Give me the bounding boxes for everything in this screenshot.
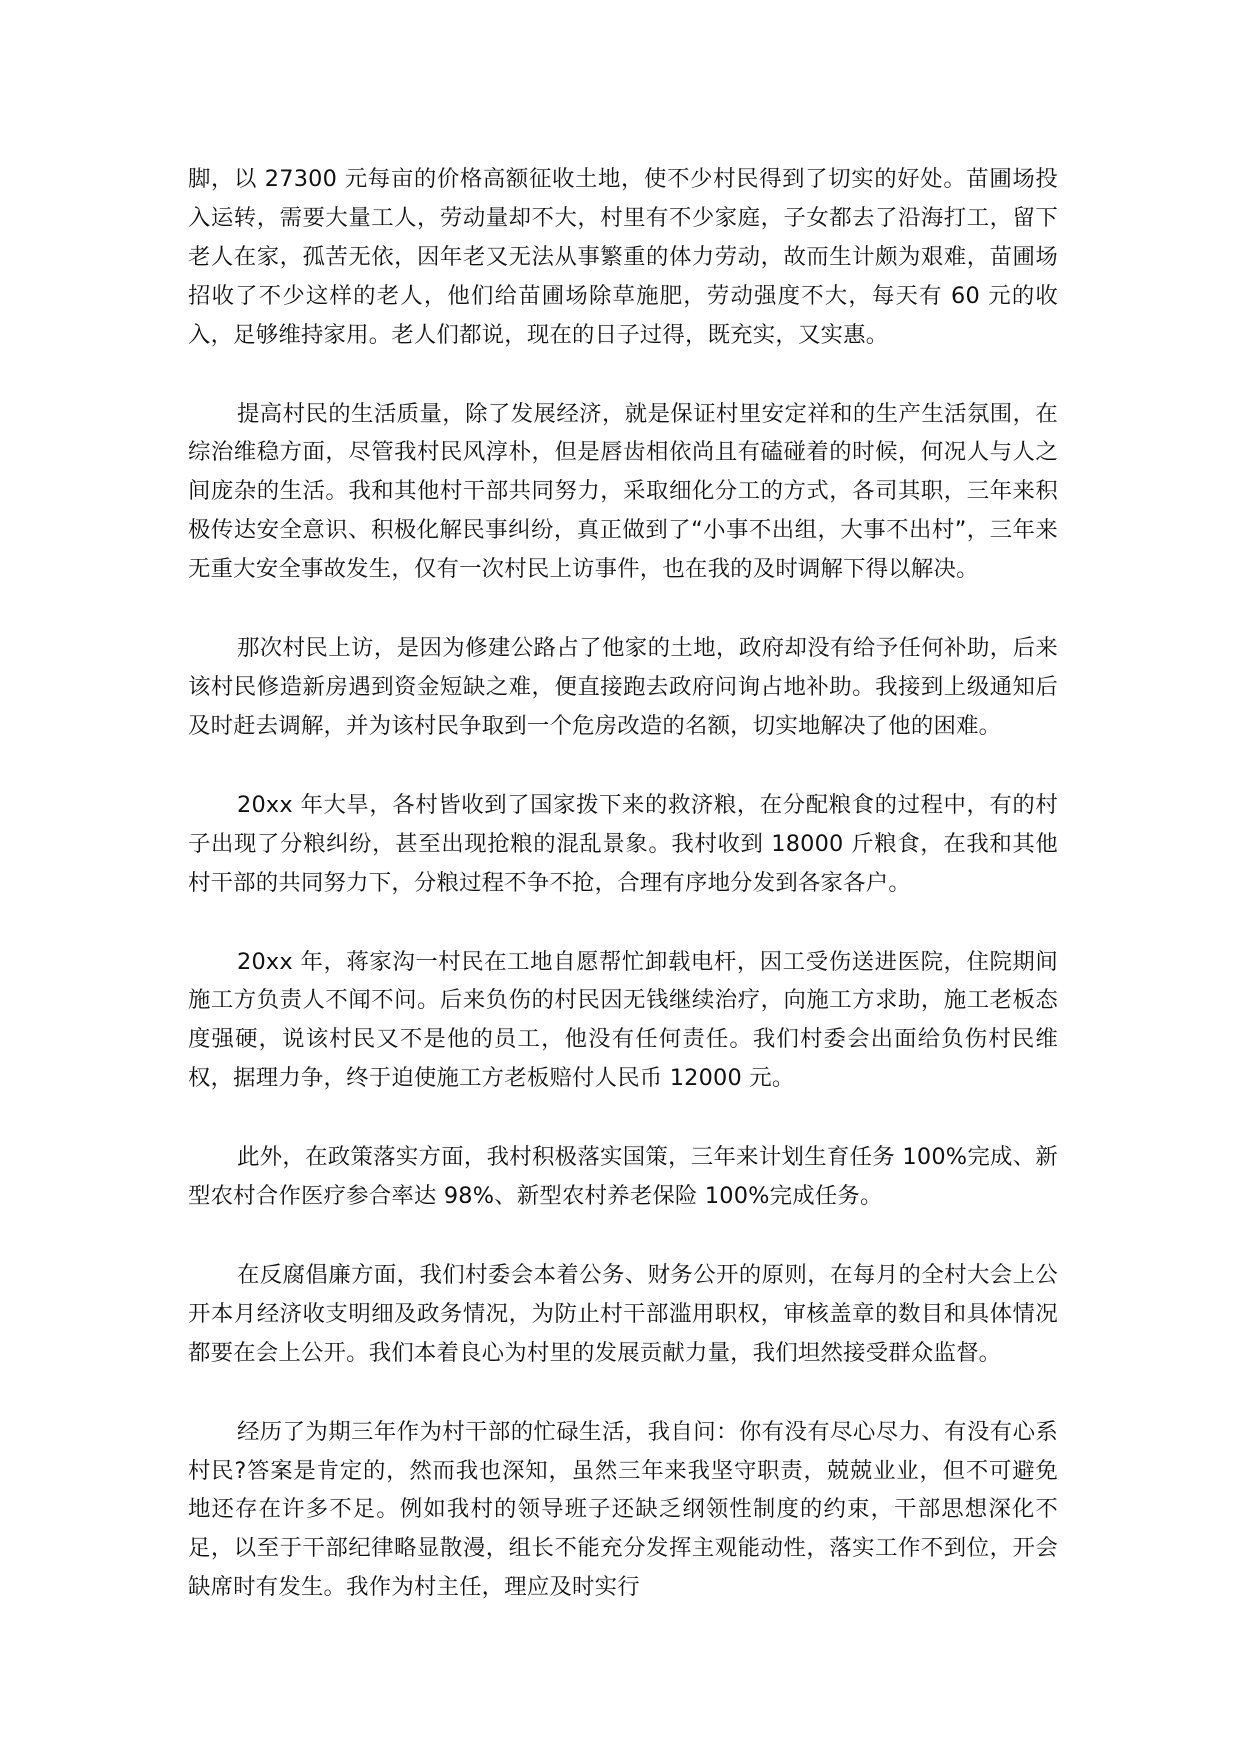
paragraph-5: 20xx 年，蒋家沟一村民在工地自愿帮忙卸载电杆，因工受伤送进医院，住院期间施工方负责人不闻不问。后来负伤的村民因无钱继续治疗，向施工方求助，施工老板态度强硬，说该村民又不是他的员工，他没有任何责任。我们村委会出面给负伤村民维权，据理力争，终于迫使施工方老板赔付人民币 12000 元。 bbox=[188, 948, 1058, 1092]
paragraph-4: 20xx 年大旱，各村皆收到了国家拨下来的救济粮，在分配粮食的过程中，有的村子出现了分粮纠纷，甚至出现抢粮的混乱景象。我村收到 18000 斤粮食，在我和其他村干部的共同努力下，分粮过程不争不抢，合理有序地分发到各家各户。 bbox=[188, 791, 1058, 896]
document-body bbox=[188, 160, 1058, 1647]
paragraph-6: 此外，在政策落实方面，我村积极落实国策，三年来计划生育任务 100%完成、新型农村合作医疗参合率达 98%、新型农村养老保险 100%完成任务。 bbox=[188, 1144, 1058, 1210]
paragraph-3: 那次村民上访，是因为修建公路占了他家的土地，政府却没有给予任何补助，后来该村民修造新房遇到资金短缺之难，便直接跑去政府问询占地补助。我接到上级通知后及时赶去调解，并为该村民争取到一个危房改造的名额，切实地解决了他的困难。 bbox=[188, 635, 1058, 739]
paragraph-2: 提高村民的生活质量，除了发展经济，就是保证村里安定祥和的生产生活氛围，在综治维稳方面，尽管我村民风淳朴，但是唇齿相依尚且有磕碰着的时候，何况人与人之间庞杂的生活。我和其他村干部共同努力，采取细化分工的方式，各司其职，三年来积极传达安全意识、积极化解民事纠纷，真正做到了“小事不出组，大事不出村”，三年来无重大安全事故发生，仅有一次村民上访事件，也在我的及时调解下得以解决。 bbox=[188, 400, 1058, 583]
paragraph-8: 经历了为期三年作为村干部的忙碌生活，我自问：你有没有尽心尽力、有没有心系村民?答案是肯定的，然而我也深知，虽然三年来我坚守职责，兢兢业业，但不可避免地还存在许多不足。例如我村的领导班子还缺乏纲领性制度的约束，干部思想深化不足，以至于干部纪律略显散漫，组长不能充分发挥主观能动性，落实工作不到位，开会缺席时有发生。我作为村主任，理应及时实行 bbox=[188, 1418, 1058, 1601]
paragraph-1: 脚，以 27300 元每亩的价格高额征收土地，使不少村民得到了切实的好处。苗圃场投入运转，需要大量工人，劳动量却不大，村里有不少家庭，子女都去了沿海打工，留下老人在家，孤苦无依，因年老又无法从事繁重的体力劳动，故而生计颇为艰难，苗圃场招收了不少这样的老人，他们给苗圃场除草施肥，劳动强度不大，每天有 60 元的收入，足够维持家用。老人们都说，现在的日子过得，既充实，又实惠。 bbox=[188, 166, 1058, 348]
paragraph-7: 在反腐倡廉方面，我们村委会本着公务、财务公开的原则，在每月的全村大会上公开本月经济收支明细及政务情况，为防止村干部滥用职权，审核盖章的数目和具体情况都要在会上公开。我们本着良心为村里的发展贡献力量，我们坦然接受群众监督。 bbox=[188, 1261, 1058, 1366]
